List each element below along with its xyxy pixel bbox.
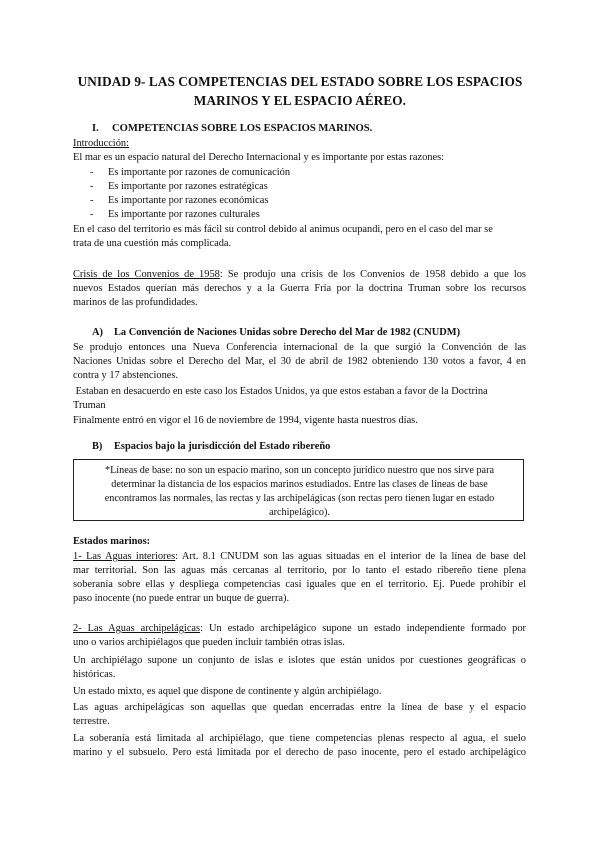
territory-line-2: trata de una cuestión más complicada. <box>73 238 232 249</box>
crisis-line-2: nuevos Estados querían más derechos y a la Guerra Fría por la doctrina Truman sobre los recursos <box>73 283 526 294</box>
item2-line-7: terrestre. <box>73 716 110 727</box>
crisis-line-3: marinos de las profundidades. <box>73 297 198 308</box>
section-1-number: I. <box>92 123 99 134</box>
title-line-2: MARINOS Y EL ESPACIO AÉREO. <box>193 93 407 108</box>
section-a-heading <box>92 327 460 338</box>
box-line-3: encontramos las normales, las rectas y las archipelágicas (son rectas pero tienen lugar en estado <box>104 493 495 504</box>
item1-line-4: paso inocente (no puede entrar un buque de guerra). <box>73 593 290 604</box>
crisis-line-1: Crisis de los Convenios de 1958: Se produjo una crisis de los Convenios de 1958 debido a que los <box>73 269 526 280</box>
item2-line-5: Un estado mixto, es aquel que dispone de continente y algún archipiélago. <box>73 686 382 697</box>
item2-line-1: 2- Las Aguas archipelágicas: Un estado archipelágico supone un estado independiente formado por <box>73 623 526 634</box>
list-item: - Es importante por razones económicas <box>90 195 269 206</box>
list-item: - Es importante por razones culturales <box>90 209 260 220</box>
section-a-letter: A) <box>92 327 103 338</box>
territory-line-1: En el caso del territorio es más fácil su control debido al animus ocupandi, pero en el caso del mar se <box>73 224 493 235</box>
estados-heading: Estados marinos: <box>73 536 151 547</box>
document-title <box>70 72 530 110</box>
intro-label: Introducción: <box>73 138 129 149</box>
item1-line-3: soberanía sobre ellas y despliega competencias casi iguales que en el territorio. Ej. Puede prohibir el <box>73 579 526 590</box>
item2-line-2: uno o varios archipiélagos que pueden incluir también otras islas. <box>73 637 345 648</box>
section-a-line-5: Truman <box>73 400 106 411</box>
baseline-note-box <box>73 459 524 521</box>
section-a-line-3: contra y 17 abstenciones. <box>73 370 179 381</box>
item2-line-6: Las aguas archipelágicas son aquellas que quedan encerradas entre la línea de base y el espacio <box>73 702 526 713</box>
box-line-1: *Líneas de base: no son un espacio marino, son un concepto jurídico nuestro que nos sirve para <box>104 465 494 476</box>
section-b-title: Espacios bajo la jurisdicción del Estado ribereño <box>114 441 331 452</box>
item1-line-1: 1- Las Aguas interiores: Art. 8.1 CNUDM son las aguas situadas en el interior de la línea de base del <box>73 551 526 562</box>
box-line-4: archipelágico). <box>269 507 330 518</box>
title-line-1: UNIDAD 9- LAS COMPETENCIAS DEL ESTADO SOBRE LOS ESPACIOS <box>77 74 523 89</box>
section-b-letter: B) <box>92 441 103 452</box>
section-a-line-4: Estaban en desacuerdo en este caso los Estados Unidos, ya que estos estaban a favor de la Doctrina <box>73 386 488 397</box>
section-a-line-1: Se produjo entonces una Nueva Conferencia internacional de la que surgió la Convención de las <box>73 342 526 353</box>
item2-line-8: La soberanía está limitada al archipiélago, que tiene competencias plenas respecto al agua, el suelo <box>73 733 526 744</box>
section-b-heading <box>92 441 330 452</box>
item2-label: 2- Las Aguas archipelágicas <box>73 623 201 634</box>
section-1-title: COMPETENCIAS SOBRE LOS ESPACIOS MARINOS. <box>112 123 373 134</box>
item2-line-4: históricas. <box>73 669 116 680</box>
list-item: - Es importante por razones de comunicación <box>90 167 291 178</box>
item1-line-2: mar territorial. Son las aguas más cercanas al territorio, por lo tanto el estado ribereño tiene plena <box>73 565 526 576</box>
item2-line-9: marino y el subsuelo. Pero está limitada por el derecho de paso inocente, pero el estado archipelágico <box>73 747 526 758</box>
section-1-heading <box>92 123 372 134</box>
section-a-line-6: Finalmente entró en vigor el 16 de noviembre de 1994, vigente hasta nuestros días. <box>73 415 418 426</box>
box-line-2: determinar la distancia de los espacios marinos estudiados. Entre las clases de líneas de base <box>111 479 488 490</box>
section-a-title: La Convención de Naciones Unidas sobre Derecho del Mar de 1982 (CNUDM) <box>114 327 461 338</box>
item2-line-3: Un archipiélago supone un conjunto de islas e islotes que están unidos por cuestiones geográficas o <box>73 655 526 666</box>
list-item: - Es importante por razones estratégicas <box>90 181 268 192</box>
section-a-line-2: Naciones Unidas sobre el Derecho del Mar, el 30 de abril de 1982 obteniendo 130 votos a favor, 4 en <box>73 356 526 367</box>
intro-text: El mar es un espacio natural del Derecho Internacional y es importante por estas razones: <box>73 152 445 163</box>
crisis-label: Crisis de los Convenios de 1958 <box>73 269 220 280</box>
item1-label: 1- Las Aguas interiores <box>73 551 176 562</box>
